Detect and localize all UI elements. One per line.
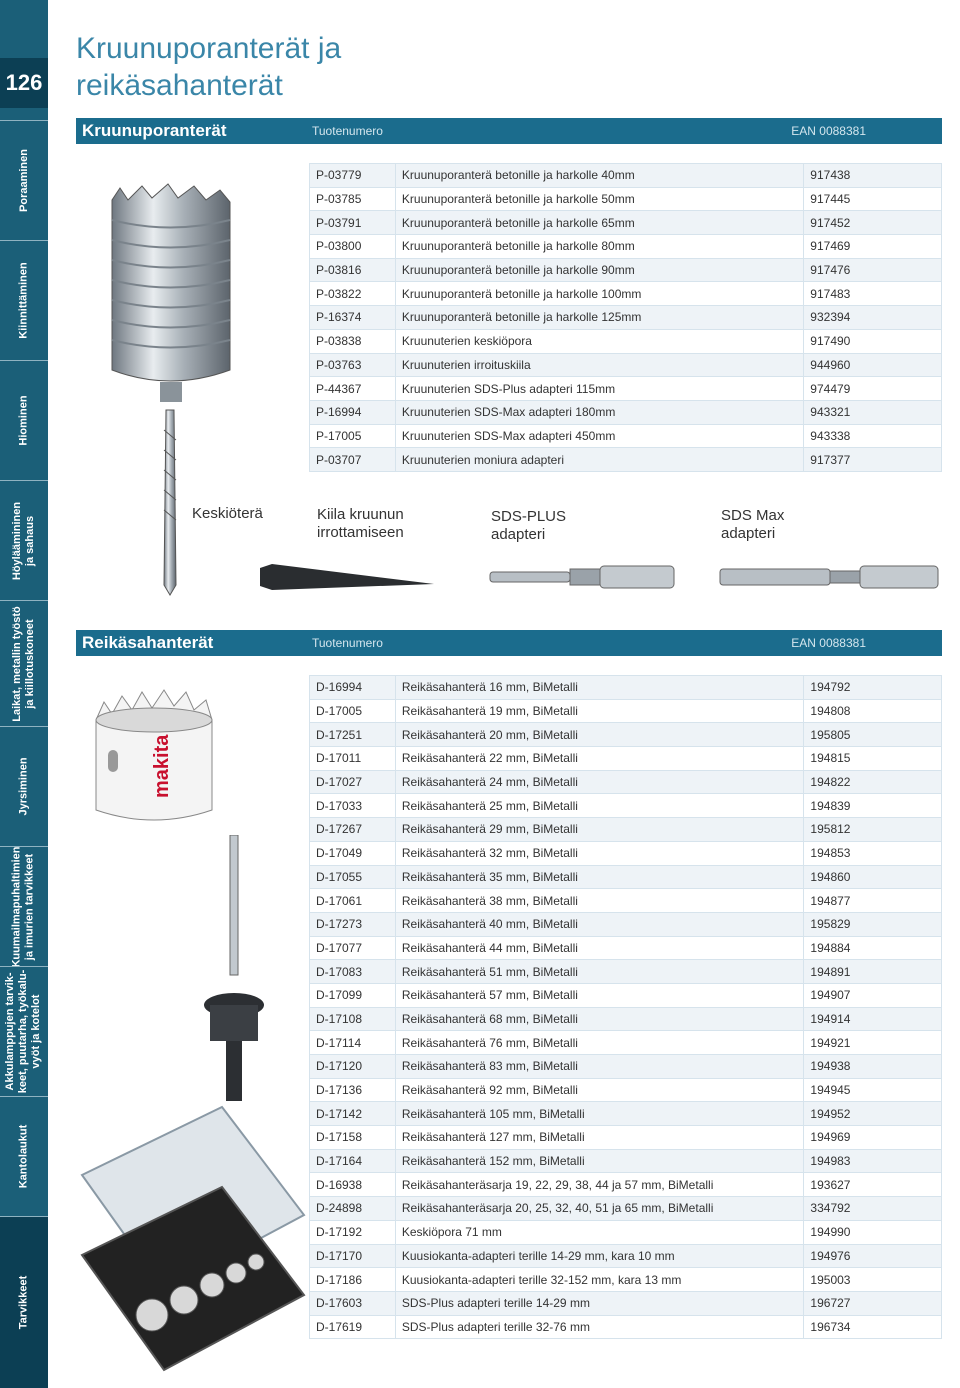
- product-code-cell: D-17049: [310, 841, 396, 865]
- core-drill-image: [90, 160, 260, 600]
- sds-plus-adapter-label: [491, 508, 566, 544]
- ean-cell: 917452: [804, 211, 942, 235]
- table-row: [310, 1315, 942, 1339]
- product-name-cell: Kruunuporanterä betonille ja harkolle 50mm: [395, 187, 803, 211]
- product-code-cell: D-17603: [310, 1291, 396, 1315]
- section-title: Kruunuporanterät: [82, 121, 227, 140]
- sidebar-section-hoylaaminen[interactable]: [0, 480, 48, 600]
- table-row: [310, 889, 942, 913]
- ean-cell: 194907: [804, 983, 942, 1007]
- product-code-cell: D-17083: [310, 960, 396, 984]
- table-row: [310, 1126, 942, 1150]
- product-code-cell: D-16994: [310, 676, 396, 700]
- product-name-cell: Reikäsahanterä 19 mm, BiMetalli: [395, 699, 804, 723]
- sidebar-label-line: ja imurien tarvikkeet: [24, 853, 36, 960]
- product-name-cell: Kruunuterien SDS-Plus adapteri 115mm: [395, 377, 803, 401]
- product-name-cell: Kruunuterien moniura adapteri: [395, 448, 803, 472]
- sidebar-label: [5, 970, 44, 1093]
- table-row: [310, 1244, 942, 1268]
- sds-plus-adapter-image: [488, 562, 678, 592]
- makita-logo: makita: [151, 734, 173, 798]
- sds-max-adapter-label: [721, 507, 784, 543]
- product-name-cell: Reikäsahanterä 22 mm, BiMetalli: [395, 747, 804, 771]
- ean-cell: 196734: [804, 1315, 942, 1339]
- product-code-cell: D-17027: [310, 770, 396, 794]
- sidebar-label: Hiominen: [17, 395, 30, 446]
- ean-cell: 193627: [804, 1173, 942, 1197]
- product-name-cell: Kruunuporanterä betonille ja harkolle 80mm: [395, 235, 803, 259]
- table-row: [310, 770, 942, 794]
- product-code-cell: D-17077: [310, 936, 396, 960]
- table-row: [310, 235, 942, 259]
- hole-saw-kit-case-image: [72, 1105, 312, 1380]
- product-name-cell: Reikäsahanterä 35 mm, BiMetalli: [395, 865, 804, 889]
- ean-cell: 917445: [804, 187, 942, 211]
- table-row: [310, 1197, 942, 1221]
- product-code-cell: P-03816: [310, 258, 396, 282]
- page-number: 126: [0, 58, 48, 108]
- product-code-cell: D-17005: [310, 699, 396, 723]
- product-code-cell: D-17267: [310, 818, 396, 842]
- product-code-cell: P-03791: [310, 211, 396, 235]
- sidebar-section-poraaminen[interactable]: [0, 120, 48, 240]
- table-row: [310, 424, 942, 448]
- table-row: [310, 1149, 942, 1173]
- product-name-cell: Reikäsahanterä 127 mm, BiMetalli: [395, 1126, 804, 1150]
- sidebar-section-laikat[interactable]: [0, 600, 48, 726]
- sds-max-label-line: SDS Max: [721, 507, 785, 524]
- ean-cell: 932394: [804, 306, 942, 330]
- sidebar-label-line: Höyläämininen: [11, 501, 23, 580]
- column-header-ean: EAN 0088381: [791, 636, 866, 650]
- product-code-cell: D-17158: [310, 1126, 396, 1150]
- ean-cell: 943338: [804, 424, 942, 448]
- ean-cell: 195003: [804, 1268, 942, 1292]
- table-row: [310, 448, 942, 472]
- product-code-cell: D-17055: [310, 865, 396, 889]
- ean-cell: 194808: [804, 699, 942, 723]
- hole-saws-header: [76, 630, 942, 656]
- product-code-cell: P-03779: [310, 164, 396, 188]
- product-code-cell: D-17099: [310, 983, 396, 1007]
- sidebar-section-jyrsiminen[interactable]: [0, 726, 48, 846]
- sidebar-label-line: Kuumailmapuhaltimien: [11, 845, 23, 968]
- product-name-cell: Reikäsahanterä 38 mm, BiMetalli: [395, 889, 804, 913]
- sidebar-section-kiinnittaminen[interactable]: [0, 240, 48, 360]
- sds-plus-label-line: SDS-PLUS: [491, 508, 567, 525]
- ean-cell: 194815: [804, 747, 942, 771]
- product-name-cell: Kruunuporanterä betonille ja harkolle 65mm: [395, 211, 803, 235]
- table-row: [310, 818, 942, 842]
- table-row: [310, 841, 942, 865]
- product-name-cell: Kuusiokanta-adapteri terille 32-152 mm, kara 13 mm: [395, 1268, 804, 1292]
- product-name-cell: Reikäsahanterä 57 mm, BiMetalli: [395, 983, 804, 1007]
- ean-cell: 194884: [804, 936, 942, 960]
- table-row: [310, 1291, 942, 1315]
- ean-cell: 194952: [804, 1102, 942, 1126]
- sds-max-adapter-image: [718, 562, 943, 592]
- ean-cell: 917438: [804, 164, 942, 188]
- table-row: [310, 912, 942, 936]
- sds-max-label-line: adapteri: [721, 525, 776, 542]
- table-row: [310, 1102, 942, 1126]
- product-name-cell: Kruunuporanterä betonille ja harkolle 40mm: [395, 164, 803, 188]
- page-title-line: reikäsahanterät: [76, 69, 283, 102]
- product-code-cell: D-17011: [310, 747, 396, 771]
- product-name-cell: Kruunuporanterä betonille ja harkolle 100mm: [395, 282, 803, 306]
- product-name-cell: Kuusiokanta-adapteri terille 14-29 mm, kara 10 mm: [395, 1244, 804, 1268]
- product-code-cell: P-03822: [310, 282, 396, 306]
- ean-cell: 194938: [804, 1055, 942, 1079]
- table-row: [310, 1078, 942, 1102]
- product-name-cell: Kruunuporanterä betonille ja harkolle 125mm: [395, 306, 803, 330]
- sidebar-label: [11, 501, 37, 579]
- ean-cell: 195805: [804, 723, 942, 747]
- ean-cell: 194891: [804, 960, 942, 984]
- product-code-cell: D-17033: [310, 794, 396, 818]
- column-header-ean: EAN 0088381: [791, 124, 866, 138]
- product-code-cell: P-03800: [310, 235, 396, 259]
- sidebar-label-line: keet, puutarha, työkalu-: [17, 969, 30, 1094]
- ean-cell: 194860: [804, 865, 942, 889]
- product-name-cell: Reikäsahanterä 32 mm, BiMetalli: [395, 841, 804, 865]
- page-title: [76, 30, 341, 104]
- sidebar-label-line: ja sahaus: [24, 515, 36, 566]
- product-code-cell: D-17619: [310, 1315, 396, 1339]
- ean-cell: 194914: [804, 1007, 942, 1031]
- ean-cell: 194976: [804, 1244, 942, 1268]
- product-code-cell: D-17120: [310, 1055, 396, 1079]
- wedge-image: [258, 562, 438, 592]
- table-row: [310, 1031, 942, 1055]
- ean-cell: 194990: [804, 1220, 942, 1244]
- product-name-cell: Reikäsahanterä 16 mm, BiMetalli: [395, 676, 804, 700]
- table-row: [310, 1173, 942, 1197]
- product-name-cell: Reikäsahanterä 24 mm, BiMetalli: [395, 770, 804, 794]
- ean-cell: 194839: [804, 794, 942, 818]
- table-row: [310, 377, 942, 401]
- sidebar-label: Kiinnittäminen: [17, 262, 30, 339]
- product-name-cell: Reikäsahanteräsarja 20, 25, 32, 40, 51 ja 65 mm, BiMetalli: [395, 1197, 804, 1221]
- product-code-cell: D-17192: [310, 1220, 396, 1244]
- product-code-cell: D-16938: [310, 1173, 396, 1197]
- arbor-image: [200, 835, 270, 1115]
- table-row: [310, 1220, 942, 1244]
- sidebar-label-line: vyöt ja kotelot: [30, 994, 43, 1069]
- product-name-cell: Reikäsahanterä 68 mm, BiMetalli: [395, 1007, 804, 1031]
- ean-cell: 194877: [804, 889, 942, 913]
- section-title: Reikäsahanterät: [82, 633, 214, 652]
- product-code-cell: P-03763: [310, 353, 396, 377]
- product-name-cell: Reikäsahanterä 76 mm, BiMetalli: [395, 1031, 804, 1055]
- table-row: [310, 794, 942, 818]
- table-row: [310, 258, 942, 282]
- center-drill-label: Keskiöterä: [192, 505, 263, 522]
- ean-cell: 943321: [804, 400, 942, 424]
- product-code-cell: P-03707: [310, 448, 396, 472]
- ean-cell: 196727: [804, 1291, 942, 1315]
- table-row: [310, 211, 942, 235]
- ean-cell: 917469: [804, 235, 942, 259]
- sidebar-label: [11, 846, 37, 967]
- table-row: [310, 699, 942, 723]
- sidebar-section-kantolaukut[interactable]: [0, 1096, 48, 1216]
- product-code-cell: P-44367: [310, 377, 396, 401]
- product-code-cell: D-17108: [310, 1007, 396, 1031]
- product-name-cell: Kruunuterien irroituskiila: [395, 353, 803, 377]
- table-row: [310, 353, 942, 377]
- column-header-product-number: Tuotenumero: [312, 636, 383, 650]
- sidebar-label: [11, 606, 37, 722]
- sidebar-label-line: Laikat, metallin työstö: [11, 605, 23, 722]
- core-drills-table: [309, 163, 942, 472]
- product-code-cell: D-17251: [310, 723, 396, 747]
- ean-cell: 194822: [804, 770, 942, 794]
- product-name-cell: Reikäsahanterä 152 mm, BiMetalli: [395, 1149, 804, 1173]
- product-code-cell: D-17142: [310, 1102, 396, 1126]
- product-name-cell: Reikäsahanterä 40 mm, BiMetalli: [395, 912, 804, 936]
- product-code-cell: D-17170: [310, 1244, 396, 1268]
- ean-cell: 194853: [804, 841, 942, 865]
- sidebar-label: Poraaminen: [17, 149, 30, 212]
- product-name-cell: Reikäsahanterä 20 mm, BiMetalli: [395, 723, 804, 747]
- table-row: [310, 164, 942, 188]
- product-code-cell: D-17186: [310, 1268, 396, 1292]
- ean-cell: 917377: [804, 448, 942, 472]
- product-name-cell: Reikäsahanterä 51 mm, BiMetalli: [395, 960, 804, 984]
- table-row: [310, 747, 942, 771]
- ean-cell: 194921: [804, 1031, 942, 1055]
- sidebar-label-line: ja kiillotuskoneet: [24, 618, 36, 709]
- sidebar-label: Jyrsiminen: [17, 757, 30, 816]
- table-row: [310, 187, 942, 211]
- table-row: [310, 400, 942, 424]
- table-row: [310, 936, 942, 960]
- table-row: [310, 983, 942, 1007]
- table-row: [310, 1268, 942, 1292]
- product-code-cell: D-17273: [310, 912, 396, 936]
- table-row: [310, 306, 942, 330]
- sds-plus-label-line: adapteri: [491, 526, 546, 543]
- product-code-cell: P-03785: [310, 187, 396, 211]
- wedge-label: [317, 506, 404, 542]
- ean-cell: 194792: [804, 676, 942, 700]
- table-row: [310, 960, 942, 984]
- product-code-cell: P-16374: [310, 306, 396, 330]
- product-code-cell: P-03838: [310, 329, 396, 353]
- product-name-cell: Reikäsahanterä 44 mm, BiMetalli: [395, 936, 804, 960]
- product-code-cell: P-16994: [310, 400, 396, 424]
- ean-cell: 917483: [804, 282, 942, 306]
- wedge-label-line: Kiila kruunun: [317, 506, 404, 523]
- sidebar-section-kuumailmapuhaltimet[interactable]: [0, 846, 48, 966]
- product-name-cell: Kruunuterien SDS-Max adapteri 180mm: [395, 400, 803, 424]
- hole-saws-table: [309, 675, 942, 1339]
- ean-cell: 334792: [804, 1197, 942, 1221]
- wedge-label-line: irrottamiseen: [317, 524, 404, 541]
- product-code-cell: D-17061: [310, 889, 396, 913]
- ean-cell: 194945: [804, 1078, 942, 1102]
- sidebar-section-akkulamput[interactable]: [0, 966, 48, 1096]
- product-code-cell: P-17005: [310, 424, 396, 448]
- table-row: [310, 865, 942, 889]
- product-name-cell: Reikäsahanterä 92 mm, BiMetalli: [395, 1078, 804, 1102]
- table-row: [310, 1055, 942, 1079]
- ean-cell: 194983: [804, 1149, 942, 1173]
- product-name-cell: Reikäsahanterä 29 mm, BiMetalli: [395, 818, 804, 842]
- product-name-cell: Reikäsahanterä 105 mm, BiMetalli: [395, 1102, 804, 1126]
- product-name-cell: Reikäsahanterä 83 mm, BiMetalli: [395, 1055, 804, 1079]
- table-row: [310, 676, 942, 700]
- sidebar-label: Tarvikkeet: [17, 1275, 30, 1330]
- ean-cell: 917476: [804, 258, 942, 282]
- sidebar-section-hiominen[interactable]: [0, 360, 48, 480]
- column-header-product-number: Tuotenumero: [312, 124, 383, 138]
- sidebar-section-tarvikkeet[interactable]: [0, 1216, 48, 1388]
- product-name-cell: SDS-Plus adapteri terille 14-29 mm: [395, 1291, 804, 1315]
- product-name-cell: SDS-Plus adapteri terille 32-76 mm: [395, 1315, 804, 1339]
- product-code-cell: D-17136: [310, 1078, 396, 1102]
- product-name-cell: Kruunuporanterä betonille ja harkolle 90mm: [395, 258, 803, 282]
- product-code-cell: D-17164: [310, 1149, 396, 1173]
- ean-cell: 194969: [804, 1126, 942, 1150]
- core-drills-header: [76, 118, 942, 144]
- product-name-cell: Keskiöpora 71 mm: [395, 1220, 804, 1244]
- product-name-cell: Kruunuterien SDS-Max adapteri 450mm: [395, 424, 803, 448]
- sidebar-label-line: Akkulamppujen tarvik-: [4, 972, 17, 1091]
- product-name-cell: Reikäsahanteräsarja 19, 22, 29, 38, 44 ja 57 mm, BiMetalli: [395, 1173, 804, 1197]
- hole-saw-image: [90, 680, 220, 840]
- ean-cell: 917490: [804, 329, 942, 353]
- product-code-cell: D-24898: [310, 1197, 396, 1221]
- ean-cell: 974479: [804, 377, 942, 401]
- product-name-cell: Reikäsahanterä 25 mm, BiMetalli: [395, 794, 804, 818]
- sidebar: [0, 0, 48, 1388]
- ean-cell: 195829: [804, 912, 942, 936]
- table-row: [310, 1007, 942, 1031]
- page-title-line: Kruunuporanterät ja: [76, 32, 342, 65]
- product-code-cell: D-17114: [310, 1031, 396, 1055]
- sidebar-label: Kantolaukut: [17, 1124, 30, 1189]
- table-row: [310, 329, 942, 353]
- ean-cell: 944960: [804, 353, 942, 377]
- table-row: [310, 282, 942, 306]
- ean-cell: 195812: [804, 818, 942, 842]
- product-name-cell: Kruunuterien keskiöpora: [395, 329, 803, 353]
- table-row: [310, 723, 942, 747]
